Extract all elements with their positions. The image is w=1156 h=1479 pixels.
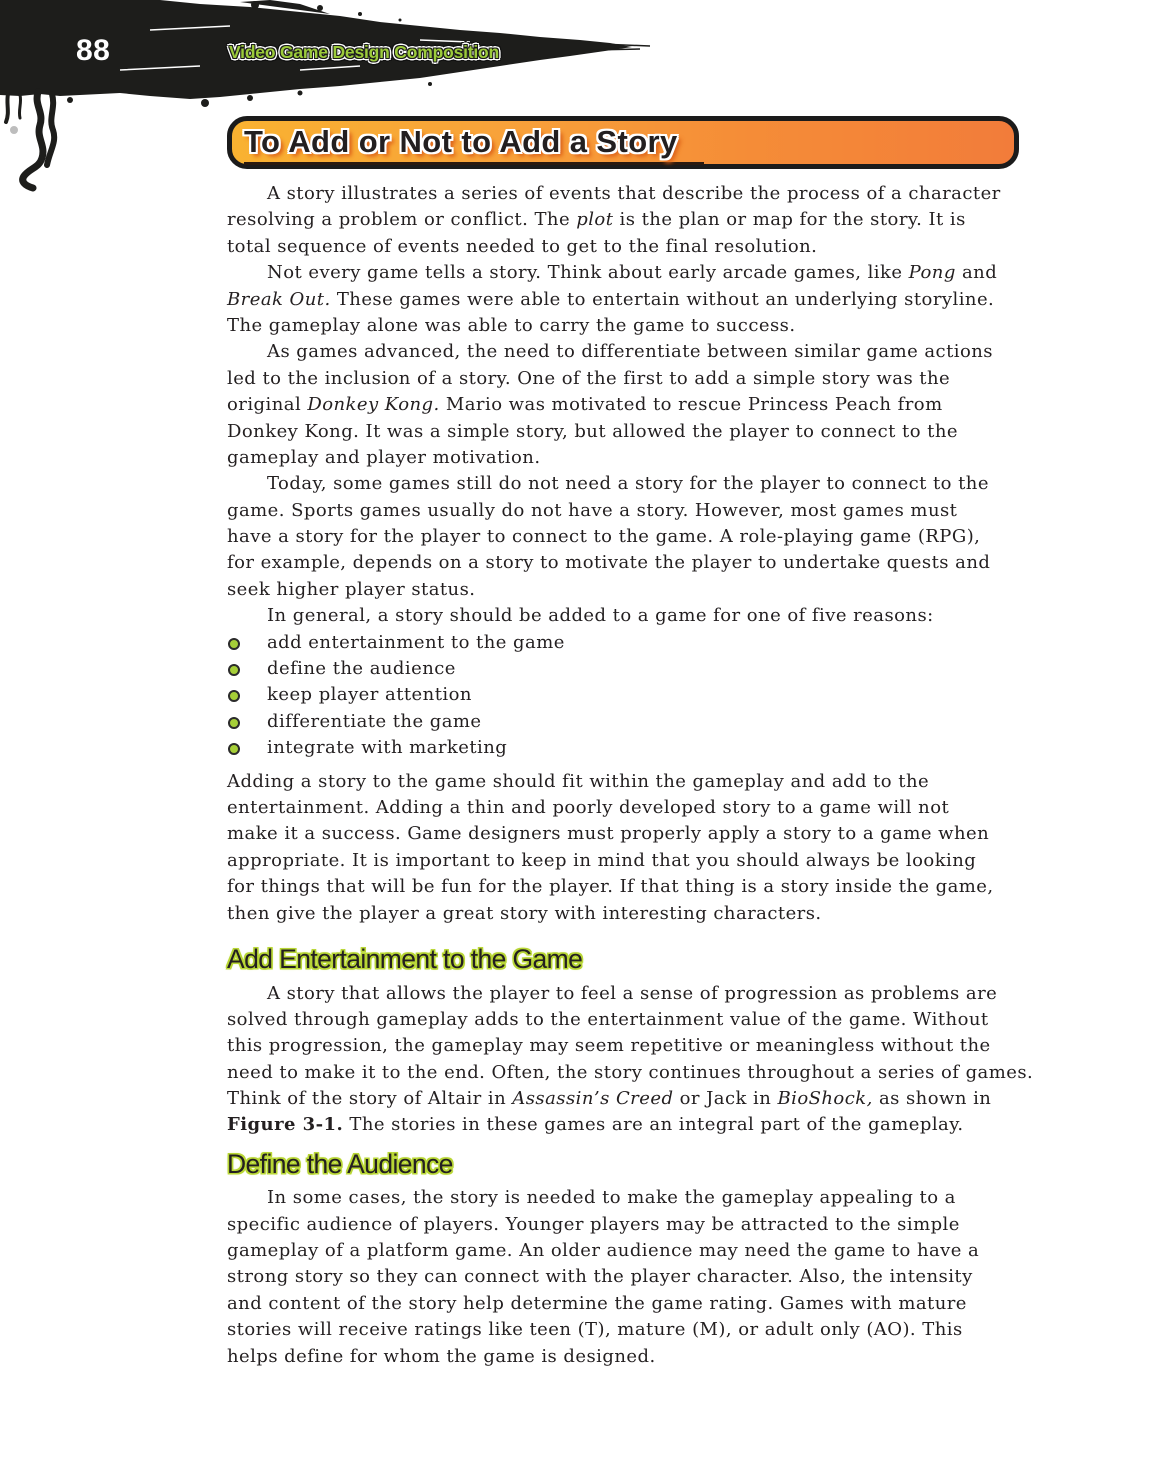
running-head: Video Game Design Composition xyxy=(229,42,500,62)
italic-term: plot xyxy=(576,209,614,231)
text-line xyxy=(227,260,1027,286)
grunge-splash-decoration xyxy=(0,0,660,200)
text-line: game. Sports games usually do not have a story. However, most games must xyxy=(227,499,958,521)
list-item xyxy=(227,735,1027,761)
text-line: have a story for the player to connect to the game. A role-playing game (RPG), xyxy=(227,526,981,548)
chapter-section-title-bar xyxy=(227,116,1019,169)
list-intro-line: In general, a story should be added to a game for one of five reasons: xyxy=(267,605,934,627)
paragraph xyxy=(227,981,1034,1139)
reasons-list xyxy=(227,630,1027,762)
bullet-circle-icon xyxy=(228,743,240,755)
text-line: stories will receive ratings like teen (T), mature (M), or adult only (AO). This xyxy=(227,1319,963,1341)
text-run: as shown in xyxy=(872,1088,992,1110)
text-line: A story illustrates a series of events that describe the process of a character xyxy=(267,183,1001,204)
list-item-label: integrate with marketing xyxy=(267,737,508,759)
section-heading-entertainment: Add Entertainment to the Game xyxy=(227,943,583,974)
bullet-circle-icon xyxy=(228,690,240,702)
text-line xyxy=(227,392,1027,418)
text-run: These games were able to entertain without an underlying storyline. xyxy=(330,288,995,310)
title-underline xyxy=(244,162,704,165)
list-item-label: keep player attention xyxy=(267,684,472,706)
text-line xyxy=(227,207,1027,233)
text-line: total sequence of events needed to get to the final resolution. xyxy=(227,235,818,257)
paragraph xyxy=(227,339,1027,471)
list-item xyxy=(227,709,1027,735)
text-line: A story that allows the player to feel a sense of progression as problems are xyxy=(267,982,998,1004)
text-line: Today, some games still do not need a story for the player to connect to the xyxy=(267,473,989,495)
text-line: make it a success. Game designers must properly apply a story to a game when xyxy=(227,823,990,845)
text-run: The stories in these games are an integral part of the gameplay. xyxy=(343,1114,964,1136)
text-line: Donkey Kong. It was a simple story, but allowed the player to connect to the xyxy=(227,420,959,442)
text-line: then give the player a great story with interesting characters. xyxy=(227,902,822,924)
figure-reference: Figure 3-1. xyxy=(227,1114,344,1136)
text-run: Mario was motivated to rescue Princess Peach from xyxy=(439,394,943,416)
text-line xyxy=(227,287,1027,313)
italic-term: Break Out. xyxy=(227,288,331,310)
italic-term: Donkey Kong. xyxy=(307,394,440,416)
text-line: seek higher player status. xyxy=(227,578,476,600)
text-line: solved through gameplay adds to the entertainment value of the game. Without xyxy=(227,1008,989,1030)
text-run: Not every game tells a story. Think about early arcade games, like xyxy=(267,262,909,284)
list-item-label: define the audience xyxy=(267,658,456,680)
text-line: and content of the story help determine the game rating. Games with mature xyxy=(227,1292,967,1314)
paragraph xyxy=(227,769,1027,927)
text-line: for things that will be fun for the player. If that thing is a story inside the game, xyxy=(227,876,994,898)
text-run: original xyxy=(227,394,308,416)
bullet-circle-icon xyxy=(228,664,240,676)
text-line xyxy=(227,1112,1027,1138)
text-line: entertainment. Adding a thin and poorly developed story to a game will not xyxy=(227,796,950,818)
text-run: resolving a problem or conflict. The xyxy=(227,209,577,231)
italic-term: Pong xyxy=(908,262,956,284)
paragraph xyxy=(227,181,1027,260)
text-line: strong story so they can connect with the player character. Also, the intensity xyxy=(227,1266,973,1288)
paragraph xyxy=(227,471,1027,603)
section-heading-audience: Define the Audience xyxy=(227,1149,453,1180)
list-item-label: add entertainment to the game xyxy=(267,631,565,653)
list-item xyxy=(227,656,1027,682)
text-line: As games advanced, the need to differentiate between similar game actions xyxy=(267,341,993,363)
text-line: The gameplay alone was able to carry the game to success. xyxy=(227,314,796,336)
text-line: helps define for whom the game is designed. xyxy=(227,1345,656,1367)
text-line: gameplay and player motivation. xyxy=(227,446,541,468)
text-run: Think of the story of Altair in xyxy=(227,1088,513,1110)
text-line: appropriate. It is important to keep in mind that you should always be looking xyxy=(227,849,977,871)
page-body xyxy=(227,181,1034,1370)
text-line: for example, depends on a story to motivate the player to undertake quests and xyxy=(227,552,991,574)
text-line: specific audience of players. Younger players may be attracted to the simple xyxy=(227,1213,960,1235)
text-line: this progression, the gameplay may seem repetitive or meaningless without the xyxy=(227,1035,991,1057)
list-item xyxy=(227,630,1027,656)
text-line: gameplay of a platform game. An older audience may need the game to have a xyxy=(227,1240,980,1262)
bullet-circle-icon xyxy=(228,717,240,729)
text-line: need to make it to the end. Often, the story continues throughout a series of games. xyxy=(227,1061,1034,1083)
text-run: and xyxy=(955,262,998,284)
bullet-circle-icon xyxy=(228,638,240,650)
italic-term: Assassin’s Creed xyxy=(512,1088,674,1110)
page-number: 88 xyxy=(76,34,111,67)
list-item xyxy=(227,682,1027,708)
paragraph xyxy=(227,1185,1027,1370)
paragraph xyxy=(227,260,1027,339)
paragraph xyxy=(227,603,1027,629)
text-line xyxy=(227,1086,1027,1112)
text-run: is the plan or map for the story. It is xyxy=(613,209,966,231)
list-item-label: differentiate the game xyxy=(267,710,482,732)
italic-term: BioShock, xyxy=(777,1088,873,1110)
text-line: Adding a story to the game should fit within the gameplay and add to the xyxy=(227,770,930,792)
section-title: To Add or Not to Add a Story xyxy=(244,124,678,159)
text-run: or Jack in xyxy=(673,1088,778,1110)
text-line: led to the inclusion of a story. One of the first to add a simple story was the xyxy=(227,367,951,389)
text-line: In some cases, the story is needed to make the gameplay appealing to a xyxy=(267,1187,956,1209)
